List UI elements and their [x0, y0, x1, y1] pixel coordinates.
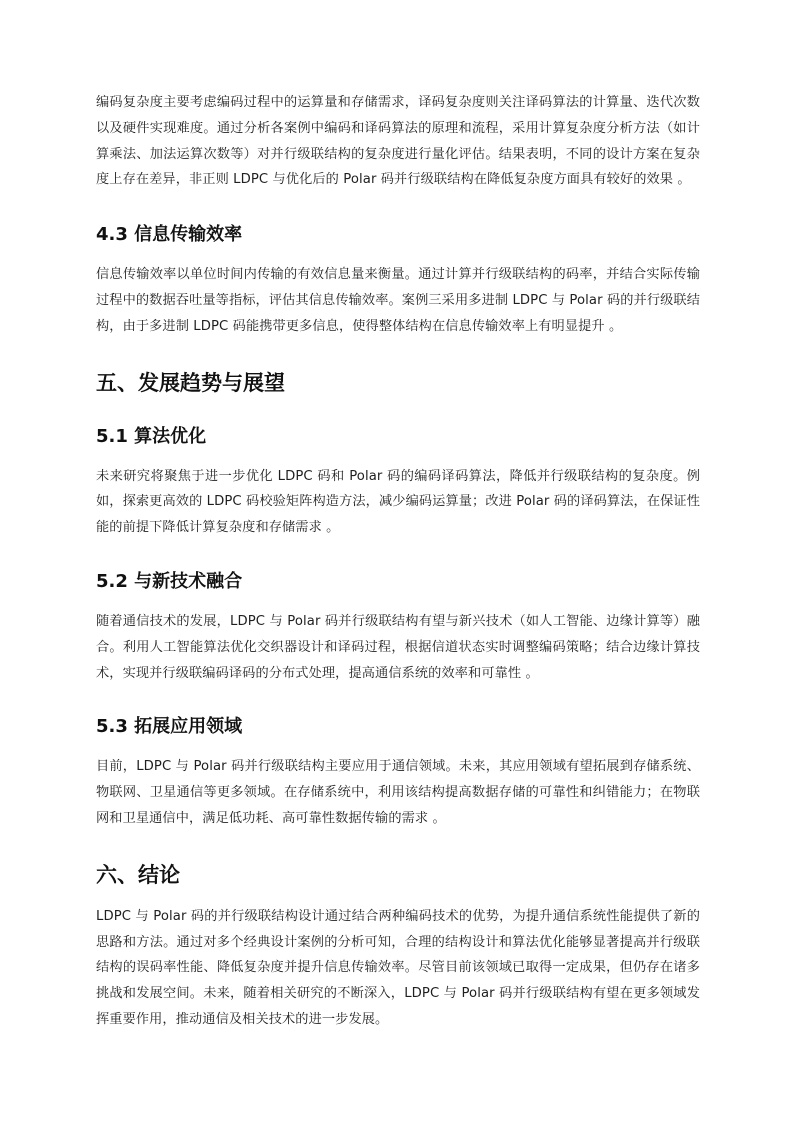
paragraph-algorithm: 未来研究将聚焦于进一步优化 LDPC 码和 Polar 码的编码译码算法，降低并行级联结构的复杂度。例如，探索更高效的 LDPC 码校验矩阵构造方法，减少编码运算量；改进 Polar 码的译码算法，在保证性能的前提下降低计算复杂度和存储需求 。: [96, 468, 700, 536]
paragraph-conclusion: LDPC 与 Polar 码的并行级联结构设计通过结合两种编码技术的优势，为提升通信系统性能提供了新的思路和方法。通过对多个经典设计案例的分析可知，合理的结构设计和算法优化能够显著提高并行级联结构的误码率性能、降低复杂度并提升信息传输效率。尽管目前该领域已取得一定成果，但仍存在诸多挑战和发展空间。未来，随着相关研究的不断深入，LDPC 与 Polar 码并行级联结构有望在更多领域发挥重要作用，推动通信及相关技术的进一步发展。: [96, 908, 700, 1027]
heading-5-1: 5.1 算法优化: [96, 425, 207, 447]
paragraph-application: 目前，LDPC 与 Polar 码并行级联结构主要应用于通信领域。未来，其应用领域有望拓展到存储系统、物联网、卫星通信等更多领域。在存储系统中，利用该结构提高数据存储的可靠性和纠错能力；在物联网和卫星通信中，满足低功耗、高可靠性数据传输的需求 。: [96, 759, 700, 826]
paragraph-fusion: 随着通信技术的发展，LDPC 与 Polar 码并行级联结构有望与新兴技术（如人工智能、边缘计算等）融合。利用人工智能算法优化交织器设计和译码过程，根据信道状态实时调整编码策略；结合边缘计算技术，实现并行级联编码译码的分布式处理，提高通信系统的效率和可靠性 。: [96, 613, 700, 681]
heading-4-3: 4.3 信息传输效率: [96, 224, 243, 246]
heading-5-3: 5.3 拓展应用领域: [96, 716, 243, 738]
paragraph-complexity: 编码复杂度主要考虑编码过程中的运算量和存储需求，译码复杂度则关注译码算法的计算量、迭代次数以及硬件实现难度。通过分析各案例中编码和译码算法的原理和流程，采用计算复杂度分析方法（如计算乘法、加法运算次数等）对并行级联结构的复杂度进行量化评估。结果表明，不同的设计方案在复杂度上存在差异，非正则 LDPC 与优化后的 Polar 码并行级联结构在降低复杂度方面具有较好的效果 。: [96, 95, 700, 188]
heading-chapter-6: 六、结论: [96, 862, 180, 887]
heading-chapter-5: 五、发展趋势与展望: [96, 370, 285, 395]
paragraph-efficiency: 信息传输效率以单位时间内传输的有效信息量来衡量。通过计算并行级联结构的码率，并结合实际传输过程中的数据吞吐量等指标，评估其信息传输效率。案例三采用多进制 LDPC 与 Polar 码的并行级联结构，由于多进制 LDPC 码能携带更多信息，使得整体结构在信息传输效率上有明显提升 。: [96, 267, 700, 334]
heading-5-2: 5.2 与新技术融合: [96, 570, 243, 592]
document-body: [96, 90, 700, 1033]
